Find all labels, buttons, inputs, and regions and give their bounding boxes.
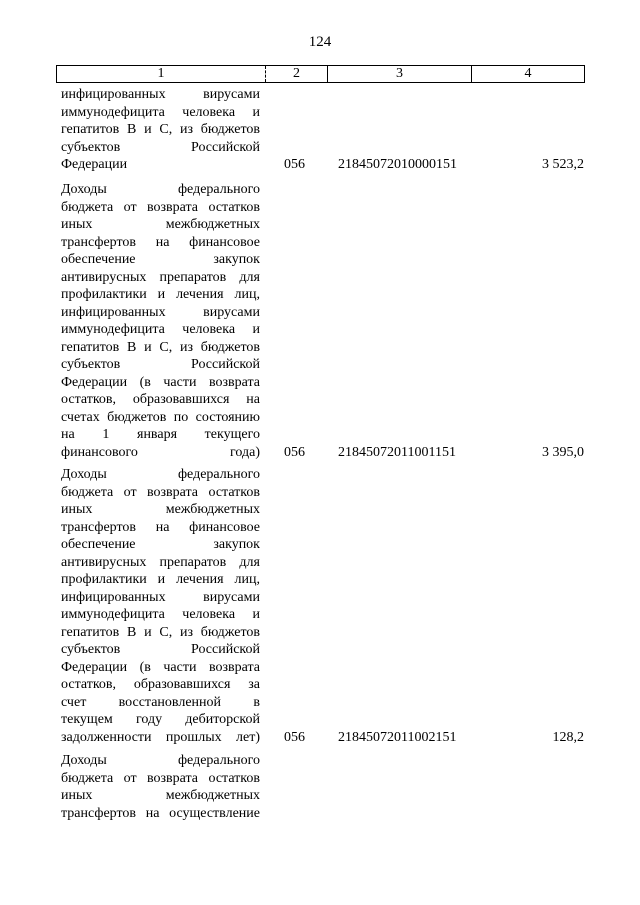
- description-line: остатков, образовавшихся на: [61, 392, 260, 407]
- description-line: инфицированных вирусами: [61, 87, 260, 102]
- description-line: иных межбюджетных: [61, 217, 260, 232]
- row-description: [61, 86, 260, 174]
- description-line: Федерации (в части возврата: [61, 659, 260, 675]
- description-line: трансфертов на финансовое: [61, 519, 260, 535]
- description-line: трансфертов на осуществление: [61, 805, 260, 821]
- description-line: гепатитов В и С, из бюджетов: [61, 339, 260, 355]
- description-line: бюджета от возврата остатков: [61, 199, 260, 215]
- row-description: [61, 466, 260, 746]
- description-line: задолженности прошлых лет): [61, 729, 260, 745]
- description-line: на 1 января текущего: [61, 427, 260, 442]
- description-line: Доходы федерального: [61, 182, 260, 197]
- description-line: Федерации (в части возврата: [61, 374, 260, 390]
- description-line: текущем году дебиторской: [61, 712, 260, 727]
- description-line: антивирусных препаратов для: [61, 269, 260, 285]
- description-line: обеспечение закупок: [61, 252, 260, 267]
- row-description: [61, 181, 260, 461]
- row-amount: 128,2: [552, 729, 584, 745]
- description-line: иммунодефицита человека и: [61, 607, 260, 622]
- page-number: 124: [308, 34, 332, 50]
- column-header-2: 2: [266, 66, 328, 82]
- description-line: антивирусных препаратов для: [61, 554, 260, 570]
- description-line: иммунодефицита человека и: [61, 104, 260, 120]
- column-header-4: 4: [524, 66, 532, 81]
- description-line: инфицированных вирусами: [61, 304, 260, 320]
- description-line: иных межбюджетных: [61, 502, 260, 517]
- description-line: инфицированных вирусами: [61, 589, 260, 605]
- table-header: [56, 65, 585, 83]
- description-line: остатков, образовавшихся за: [61, 677, 260, 692]
- row-code-column-2: 056: [284, 157, 305, 172]
- description-line: счет восстановленной в: [61, 694, 260, 710]
- row-code-column-2: 056: [284, 729, 305, 745]
- description-line: Доходы федерального: [61, 753, 260, 768]
- description-line: иных межбюджетных: [61, 788, 260, 803]
- row-amount: 3 395,0: [542, 444, 584, 460]
- column-header-3: 3: [328, 66, 472, 82]
- column-header-1: 1: [57, 66, 266, 82]
- description-line: профилактики и лечения лиц,: [61, 572, 260, 587]
- description-line: иммунодефицита человека и: [61, 322, 260, 337]
- description-line: бюджета от возврата остатков: [61, 770, 260, 786]
- description-line: гепатитов В и С, из бюджетов: [61, 624, 260, 640]
- description-line: гепатитов В и С, из бюджетов: [61, 122, 260, 137]
- row-description: [61, 752, 260, 822]
- description-line: профилактики и лечения лиц,: [61, 287, 260, 302]
- row-code-column-2: 056: [284, 444, 305, 460]
- row-code-column-3: 21845072011001151: [338, 444, 456, 460]
- description-line: финансового года): [61, 444, 260, 460]
- description-line: обеспечение закупок: [61, 537, 260, 552]
- description-line: Федерации: [61, 157, 128, 172]
- description-line: Доходы федерального: [61, 467, 260, 482]
- description-line: субъектов Российской: [61, 139, 260, 155]
- description-line: бюджета от возврата остатков: [61, 484, 260, 500]
- description-line: счетах бюджетов по состоянию: [61, 409, 260, 425]
- description-line: субъектов Российской: [61, 642, 260, 657]
- row-amount: 3 523,2: [542, 157, 584, 172]
- description-line: субъектов Российской: [61, 357, 260, 372]
- row-code-column-3: 21845072011002151: [338, 729, 457, 745]
- row-code-column-3: 21845072010000151: [338, 157, 457, 172]
- description-line: трансфертов на финансовое: [61, 234, 260, 250]
